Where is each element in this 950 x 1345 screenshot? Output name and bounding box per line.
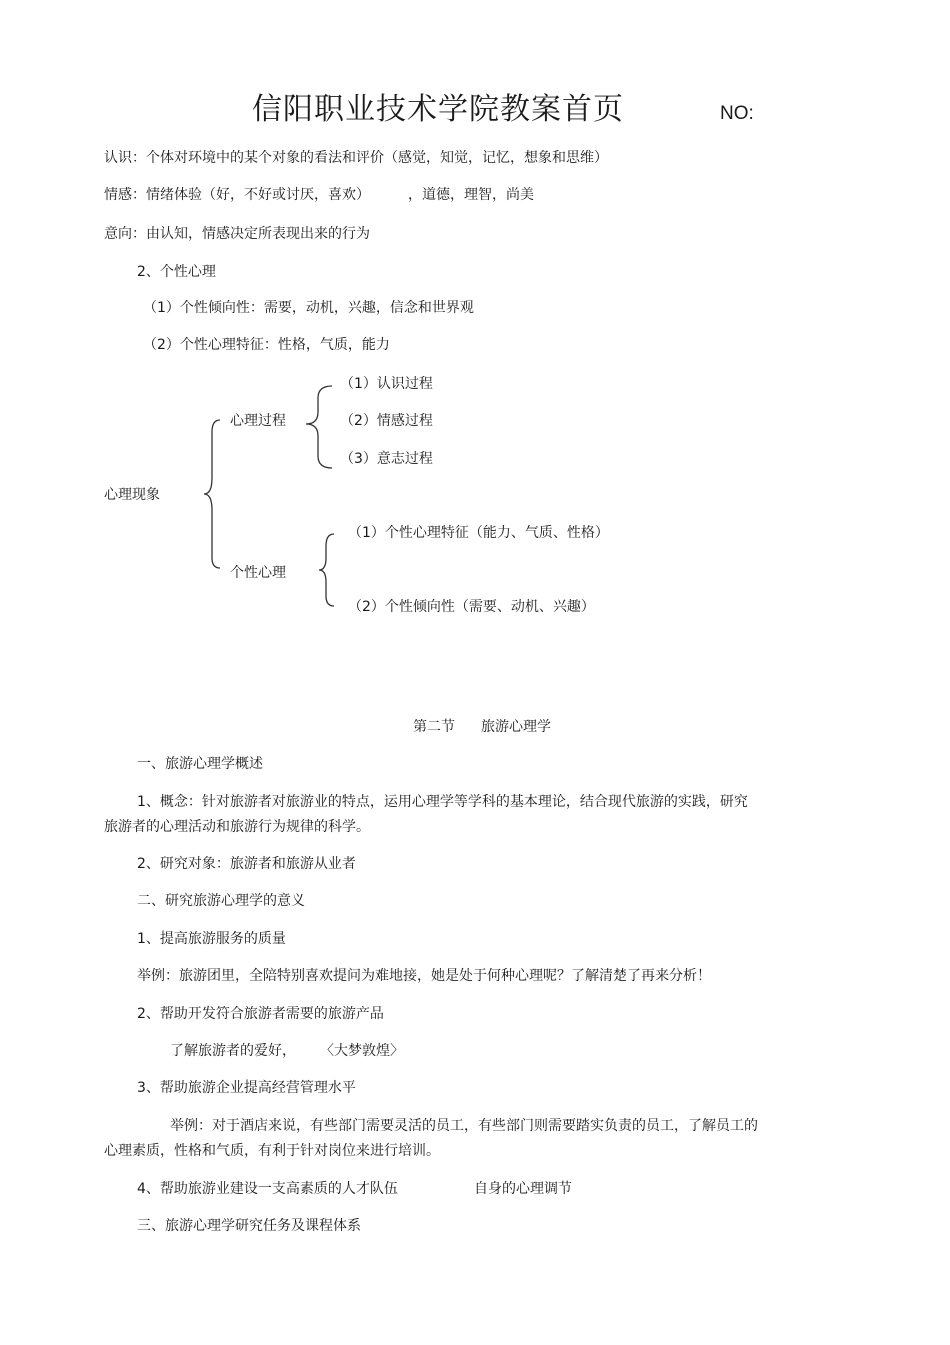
text-paragraph: 3、帮助旅游企业提高经营管理水平: [137, 1080, 356, 1096]
diagram-item: （3）意志过程: [340, 451, 433, 467]
document-number-label: NO:: [720, 103, 754, 124]
diagram-root: 心理现象: [104, 487, 160, 503]
text-emotion: 情感：情绪体验（好，不好或讨厌，喜欢）: [104, 187, 370, 203]
text-paragraph: 〈大梦敦煌〉: [320, 1043, 404, 1059]
text-paragraph: 1、提高旅游服务的质量: [137, 931, 286, 947]
text-paragraph: 2、研究对象：旅游者和旅游从业者: [137, 856, 356, 872]
text-paragraph: 二、研究旅游心理学的意义: [137, 893, 305, 909]
text-cognition: 认识：个体对环境中的某个对象的看法和评价（感觉，知觉，记忆，想象和思维）: [104, 150, 608, 166]
brace-process: [306, 386, 332, 468]
section-heading-title: 旅游心理学: [481, 719, 551, 735]
text-paragraph: 举例：对于酒店来说，有些部门需要灵活的员工，有些部门则需要踏实负责的员工，了解员工的: [170, 1118, 758, 1134]
diagram-item: （1）个性心理特征（能力、气质、性格）: [348, 525, 609, 541]
text-paragraph: 旅游者的心理活动和旅游行为规律的科学。: [104, 819, 370, 835]
diagram-item: （2）个性倾向性（需要、动机、兴趣）: [348, 599, 595, 615]
text-will: 意向：由认知，情感决定所表现出来的行为: [104, 226, 370, 242]
diagram-item: （1）认识过程: [340, 376, 433, 392]
text-personality-2: （2）个性心理特征：性格，气质，能力: [143, 337, 390, 353]
diagram-branch-personality: 个性心理: [230, 565, 286, 581]
text-paragraph: 自身的心理调节: [474, 1181, 572, 1197]
brace-personality: [319, 534, 334, 606]
text-emotion-cont: ，道德，理智，尚美: [408, 187, 534, 203]
text-paragraph: 2、帮助开发符合旅游者需要的旅游产品: [137, 1006, 384, 1022]
diagram-branch-process: 心理过程: [230, 413, 286, 429]
page-title: 信阳职业技术学院教案首页: [252, 92, 624, 127]
text-paragraph: 三、旅游心理学研究任务及课程体系: [137, 1218, 361, 1234]
text-personality-1: （1）个性倾向性：需要，动机，兴趣，信念和世界观: [143, 300, 474, 316]
text-paragraph: 4、帮助旅游业建设一支高素质的人才队伍: [137, 1181, 398, 1197]
text-personality-heading: 2、个性心理: [137, 264, 216, 280]
text-paragraph: 1、概念：针对旅游者对旅游业的特点，运用心理学等学科的基本理论，结合现代旅游的实践，研究: [137, 794, 748, 810]
text-paragraph: 一、旅游心理学概述: [137, 756, 263, 772]
text-paragraph: 举例：旅游团里，全陪特别喜欢提问为难地接，她是处于何种心理呢？了解清楚了再来分析！: [137, 968, 711, 984]
section-heading-number: 第二节: [413, 719, 455, 735]
text-paragraph: 了解旅游者的爱好，: [170, 1043, 296, 1059]
text-paragraph: 心理素质，性格和气质，有利于针对岗位来进行培训。: [104, 1143, 440, 1159]
diagram-item: （2）情感过程: [340, 413, 433, 429]
brace-root: [204, 420, 220, 568]
